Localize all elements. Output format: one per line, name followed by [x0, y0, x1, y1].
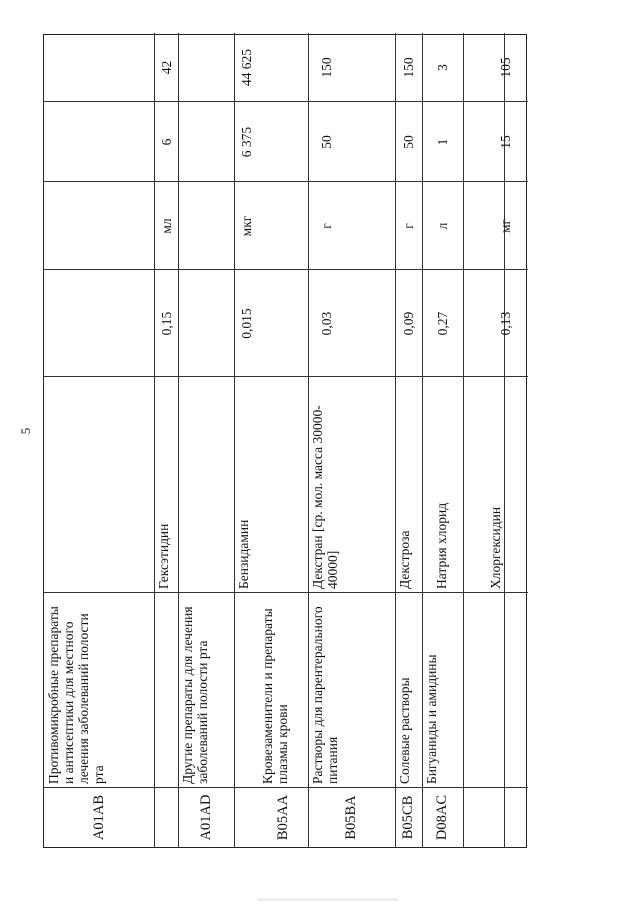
drug-name: Натрия хлорид	[434, 502, 449, 589]
drug-dose: 0,09	[401, 311, 416, 336]
table-body	[43, 34, 527, 848]
group-name: Противомикробные препараты и антисептики для местного лечения заболеваний полости рта	[46, 606, 106, 784]
drug-dose: 0,13	[497, 311, 513, 336]
group-name: Растворы для парентерального питания	[310, 606, 340, 784]
group-code: B05AA	[274, 794, 291, 841]
drug-unit: мг	[497, 218, 513, 234]
drug-dose: 0,15	[158, 311, 174, 336]
drug-total: 150	[318, 57, 334, 78]
drug-table	[43, 34, 527, 848]
drug-quantity: 50	[318, 135, 334, 149]
group-code: A01AD	[197, 794, 214, 841]
group-name: Бигуаниды и амидины	[424, 654, 439, 784]
page-number: 5	[18, 427, 33, 435]
group-code: A01AB	[90, 794, 107, 841]
drug-total: 105	[497, 57, 513, 78]
drug-total: 150	[401, 57, 416, 78]
group-name: Другие препараты для лечения заболеваний полости рта	[180, 606, 210, 784]
group-code: D08AC	[434, 794, 450, 841]
drug-unit: л	[435, 222, 450, 230]
drug-unit: г	[401, 223, 416, 229]
drug-quantity: 6 375	[238, 126, 254, 158]
drug-name: Бензидамин	[236, 519, 251, 589]
drug-total: 3	[435, 64, 450, 71]
drug-dose: 0,015	[238, 308, 254, 339]
drug-name: Гексэтидин	[156, 523, 171, 589]
drug-name: Декстроза	[397, 530, 412, 589]
drug-total: 42	[158, 60, 174, 75]
drug-unit: мл	[158, 218, 174, 234]
drug-unit: мкг	[238, 215, 254, 237]
drug-quantity: 50	[401, 135, 416, 149]
group-name: Кровезаменители и препараты плазмы крови	[260, 608, 290, 784]
drug-quantity: 1	[435, 138, 450, 146]
drug-name: Декстран [ср. мол. масса 30000-40000]	[310, 405, 340, 589]
drug-unit: г	[318, 223, 334, 229]
group-code: B05CB	[400, 795, 416, 840]
drug-total: 44 625	[238, 48, 254, 87]
drug-name: Хлоргексидин	[488, 506, 503, 589]
drug-dose: 0,03	[318, 311, 334, 336]
row-divider	[463, 33, 464, 847]
drug-quantity: 15	[497, 135, 513, 149]
drug-dose: 0,27	[435, 311, 450, 336]
scan-edge-mark	[258, 898, 398, 901]
group-code: B05BA	[343, 795, 359, 840]
drug-quantity: 6	[158, 138, 174, 146]
group-name: Солевые растворы	[397, 677, 412, 784]
